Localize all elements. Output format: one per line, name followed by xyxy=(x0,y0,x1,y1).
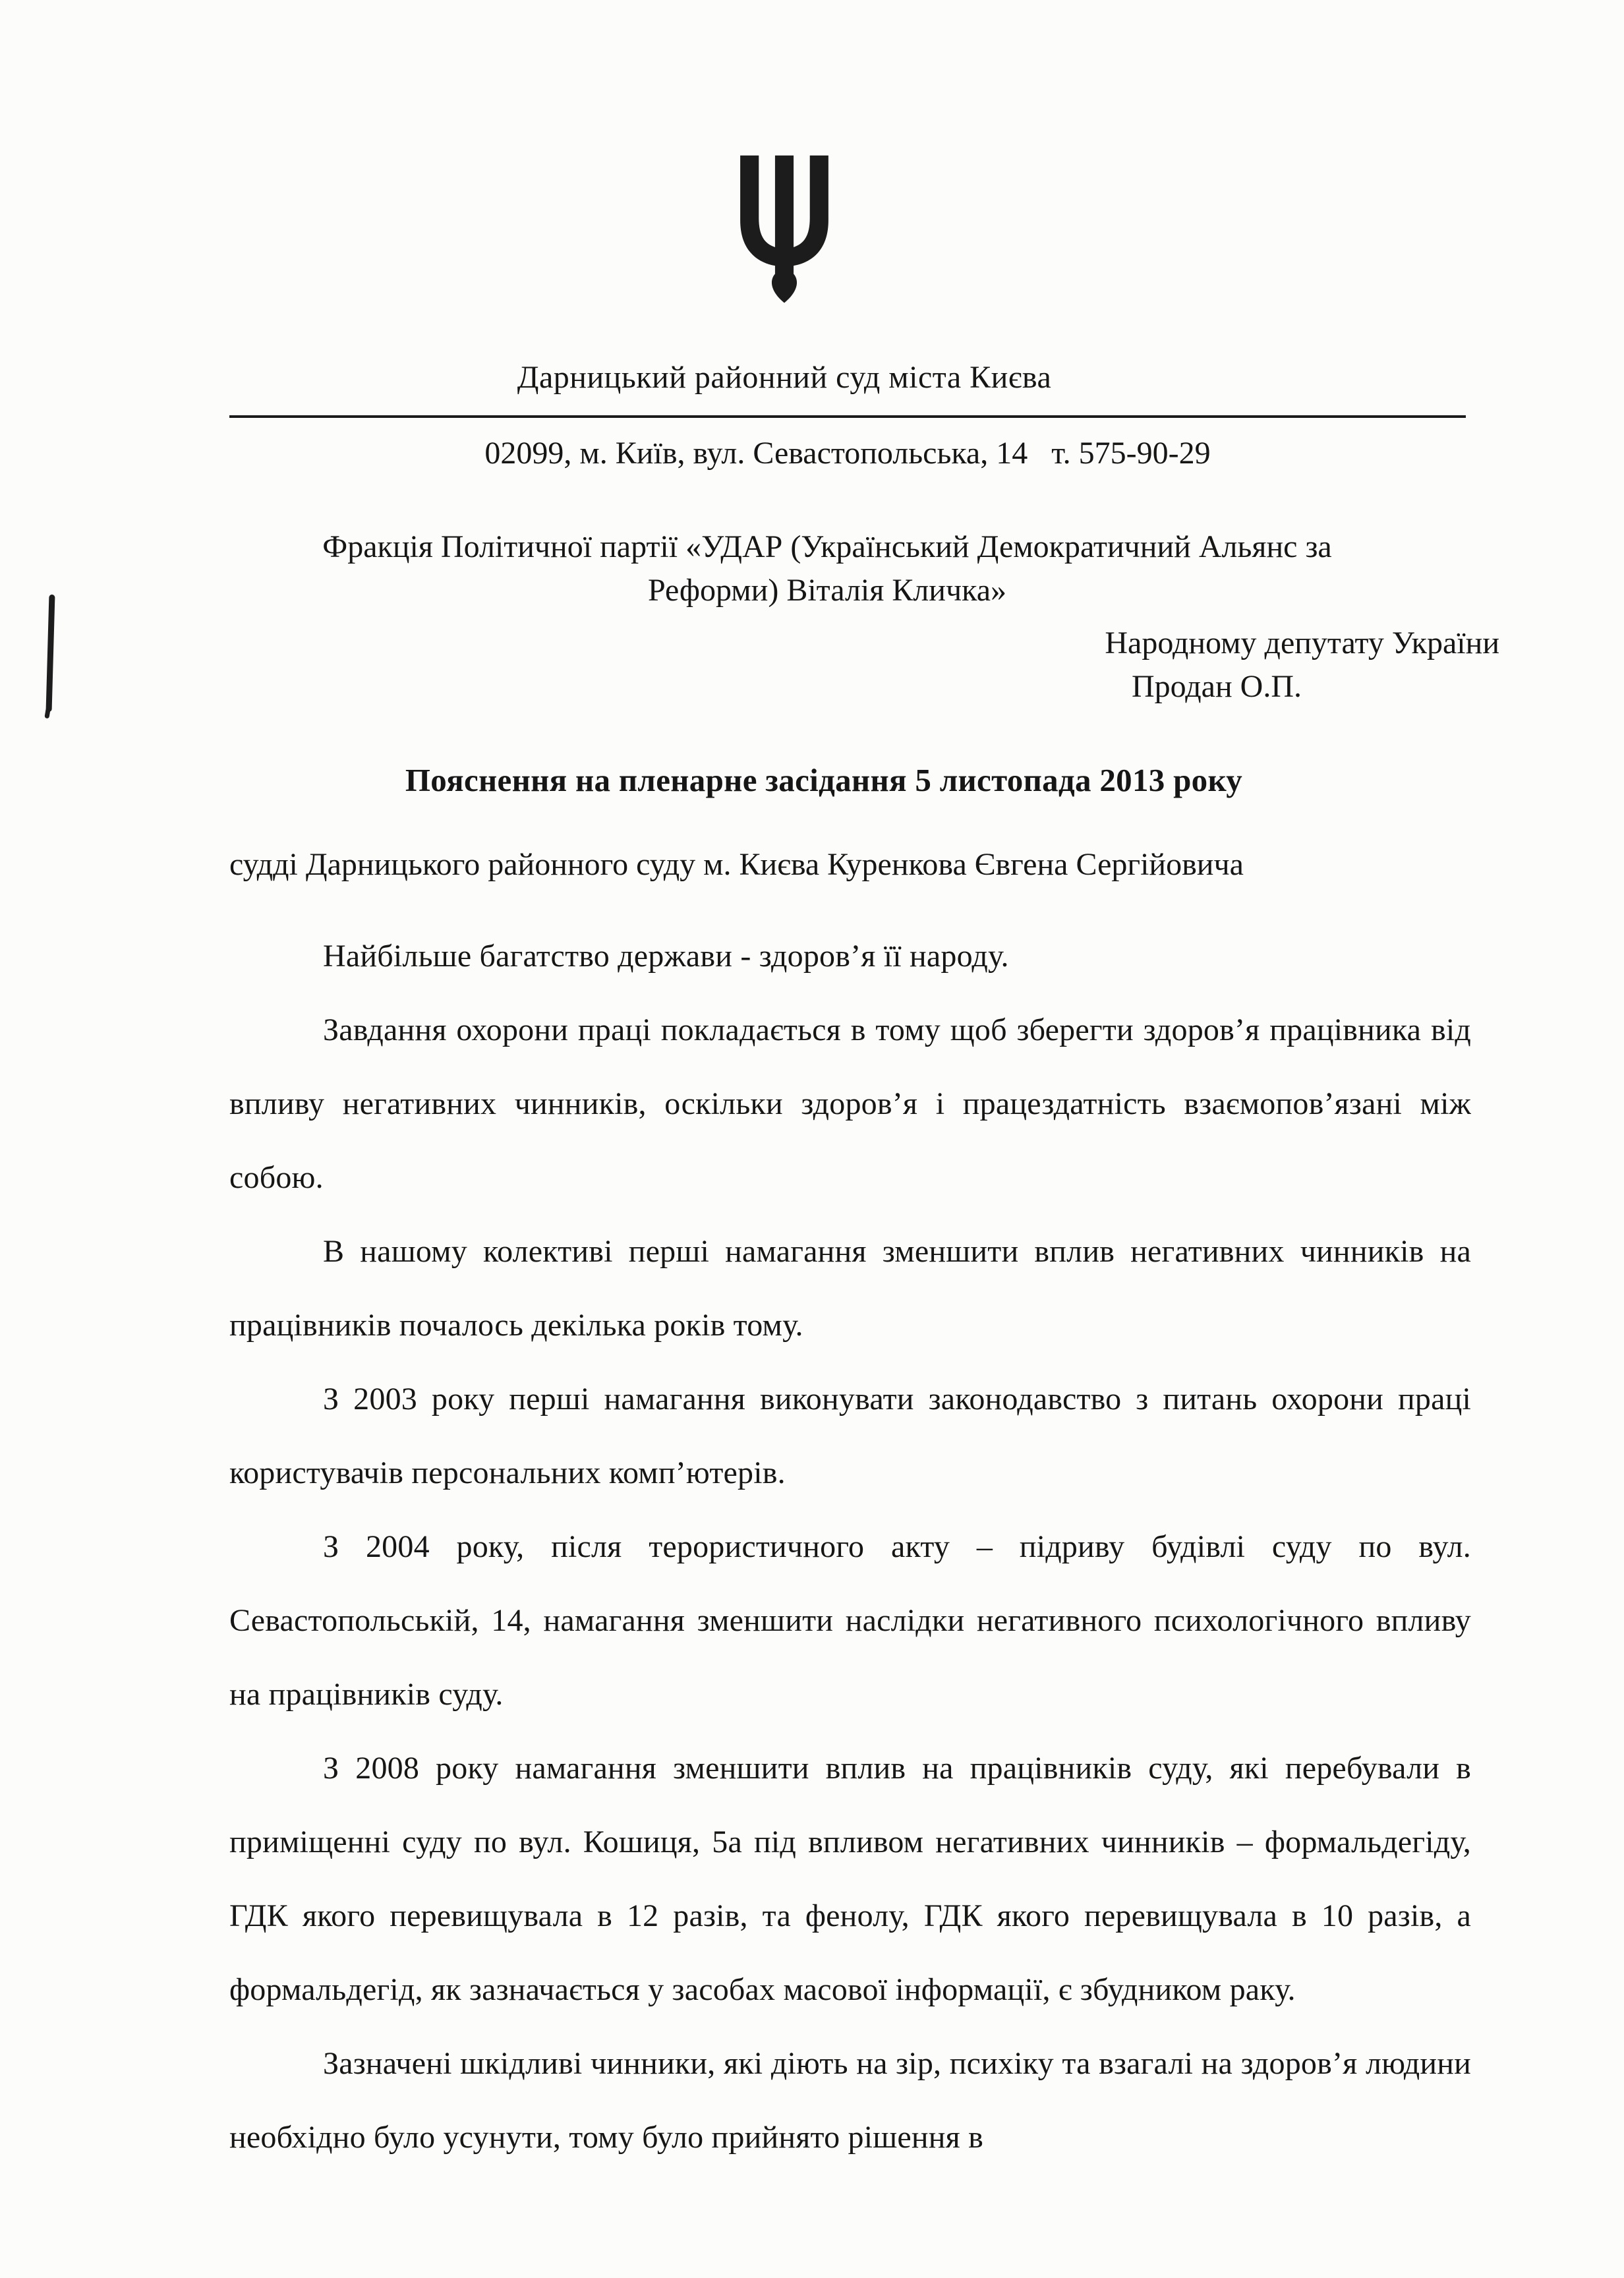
recipient-organization xyxy=(198,525,1457,612)
letterhead-divider xyxy=(229,415,1466,418)
body-paragraph: Завдання охорони праці покладається в тому щоб зберегти здоров’я працівника від впливу негативних чинників, оскільки здоров’я і працездатність взаємопов’язані між собою. xyxy=(229,1012,1471,1195)
body-paragraph: Найбільше багатство держави - здоров’я її народу. xyxy=(323,939,1009,974)
letterhead xyxy=(201,0,1368,395)
court-address: 02099, м. Київ, вул. Севастопольська, 14 т. 575-90-29 xyxy=(484,436,1211,471)
body-paragraph: З 2004 року, після терористичного акту – підриву будівлі суду по вул. Севастопольській, 14, намагання зменшити наслідки негативного психологічного впливу на працівників суду. xyxy=(229,1529,1471,1712)
body-paragraph: В нашому колективі перші намагання зменшити вплив негативних чинників на працівників почалось декілька років тому. xyxy=(229,1234,1471,1343)
recipient-person-line-1: Народному депутату України xyxy=(1105,626,1499,660)
court-name: Дарницький районний суд міста Києва xyxy=(517,360,1052,395)
document-author-line: судді Дарницького районного суду м. Києва Куренкова Євгена Сергійовича xyxy=(229,847,1244,882)
ukraine-trident-emblem-icon xyxy=(726,153,842,322)
document-title: Пояснення на пленарне засідання 5 листопада 2013 року xyxy=(405,762,1243,798)
recipient-person-line-2: Продан О.П. xyxy=(1131,669,1302,704)
recipient-person xyxy=(208,622,1499,709)
scan-artifact-pen-stroke xyxy=(46,595,55,712)
body-paragraph: Зазначені шкідливі чинники, які діють на зір, психіку та взагалі на здоров’я людини необхідно було усунути, тому було прийнято рішення в xyxy=(229,2046,1471,2155)
document-body xyxy=(229,920,1471,2175)
recipient-org-line-2: Реформи) Віталія Кличка» xyxy=(647,573,1007,608)
body-paragraph: З 2008 року намагання зменшити вплив на працівників суду, які перебували в приміщенні суду по вул. Кошиця, 5а під впливом негативних чинників – формальдегіду, ГДК якого перевищувала в 12 разів, та фенолу, ГДК якого перевищувала в 10 разів, а формальдегід, як зазначається у засобах масової інформації, є збудником раку. xyxy=(229,1751,1471,2007)
body-paragraph: З 2003 року перші намагання виконувати законодавство з питань охорони праці користувачів персональних комп’ютерів. xyxy=(229,1382,1471,1490)
recipient-org-line-1: Фракція Політичної партії «УДАР (Український Демократичний Альянс за xyxy=(322,529,1332,564)
